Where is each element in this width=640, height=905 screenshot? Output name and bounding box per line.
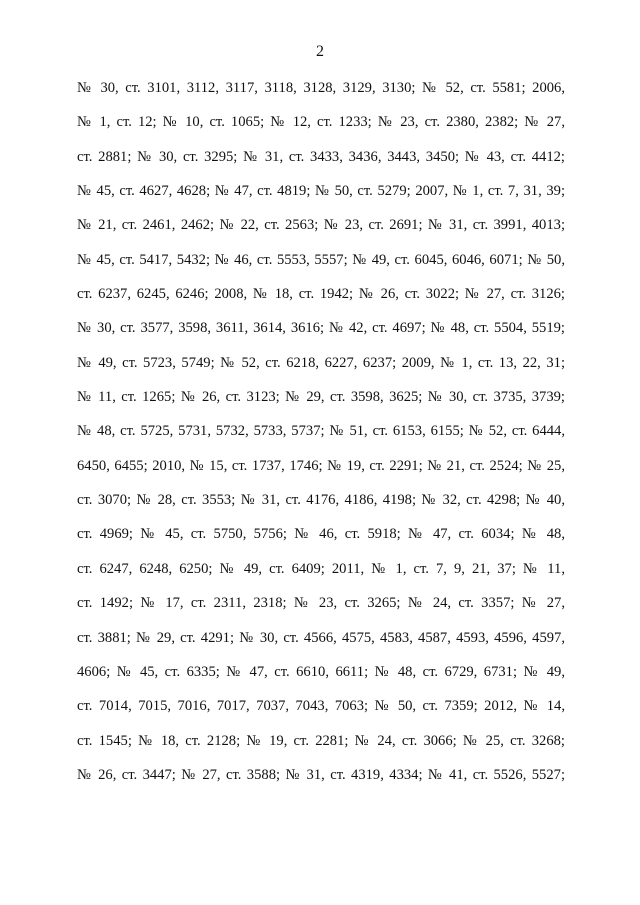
text-line: № 45, ст. 4627, 4628; № 47, ст. 4819; № 50, ст. 5279; 2007, № 1, ст. 7, 31, 39; [77,183,565,200]
page-number: 2 [316,43,324,60]
text-line: ст. 3070; № 28, ст. 3553; № 31, ст. 4176, 4186, 4198; № 32, ст. 4298; № 40, [77,492,565,509]
text-line: 4606; № 45, ст. 6335; № 47, ст. 6610, 6611; № 48, ст. 6729, 6731; № 49, [77,663,565,680]
text-line: ст. 1545; № 18, ст. 2128; № 19, ст. 2281; № 24, ст. 3066; № 25, ст. 3268; [77,732,565,749]
text-line: № 30, ст. 3577, 3598, 3611, 3614, 3616; № 42, ст. 4697; № 48, ст. 5504, 5519; [77,320,565,337]
text-line: ст. 1492; № 17, ст. 2311, 2318; № 23, ст. 3265; № 24, ст. 3357; № 27, [77,595,565,612]
text-line: № 1, ст. 12; № 10, ст. 1065; № 12, ст. 1233; № 23, ст. 2380, 2382; № 27, [77,114,565,131]
text-line: № 48, ст. 5725, 5731, 5732, 5733, 5737; № 51, ст. 6153, 6155; № 52, ст. 6444, [77,423,565,440]
text-line: № 49, ст. 5723, 5749; № 52, ст. 6218, 6227, 6237; 2009, № 1, ст. 13, 22, 31; [77,354,565,371]
text-line: № 21, ст. 2461, 2462; № 22, ст. 2563; № 23, ст. 2691; № 31, ст. 3991, 4013; [77,217,565,234]
text-line: ст. 6247, 6248, 6250; № 49, ст. 6409; 2011, № 1, ст. 7, 9, 21, 37; № 11, [77,560,565,577]
document-body [77,78,565,799]
text-line: ст. 2881; № 30, ст. 3295; № 31, ст. 3433, 3436, 3443, 3450; № 43, ст. 4412; [77,148,565,165]
text-line: ст. 3881; № 29, ст. 4291; № 30, ст. 4566, 4575, 4583, 4587, 4593, 4596, 4597, [77,629,565,646]
text-line: 6450, 6455; 2010, № 15, ст. 1737, 1746; № 19, ст. 2291; № 21, ст. 2524; № 25, [77,457,565,474]
text-line: ст. 7014, 7015, 7016, 7017, 7037, 7043, 7063; № 50, ст. 7359; 2012, № 14, [77,698,565,715]
text-line: № 26, ст. 3447; № 27, ст. 3588; № 31, ст. 4319, 4334; № 41, ст. 5526, 5527; [77,766,565,783]
text-line: № 45, ст. 5417, 5432; № 46, ст. 5553, 5557; № 49, ст. 6045, 6046, 6071; № 50, [77,251,565,268]
text-line: № 11, ст. 1265; № 26, ст. 3123; № 29, ст. 3598, 3625; № 30, ст. 3735, 3739; [77,389,565,406]
text-line: № 30, ст. 3101, 3112, 3117, 3118, 3128, 3129, 3130; № 52, ст. 5581; 2006, [77,80,565,96]
text-line: ст. 6237, 6245, 6246; 2008, № 18, ст. 1942; № 26, ст. 3022; № 27, ст. 3126; [77,286,565,303]
text-line: ст. 4969; № 45, ст. 5750, 5756; № 46, ст. 5918; № 47, ст. 6034; № 48, [77,526,565,543]
